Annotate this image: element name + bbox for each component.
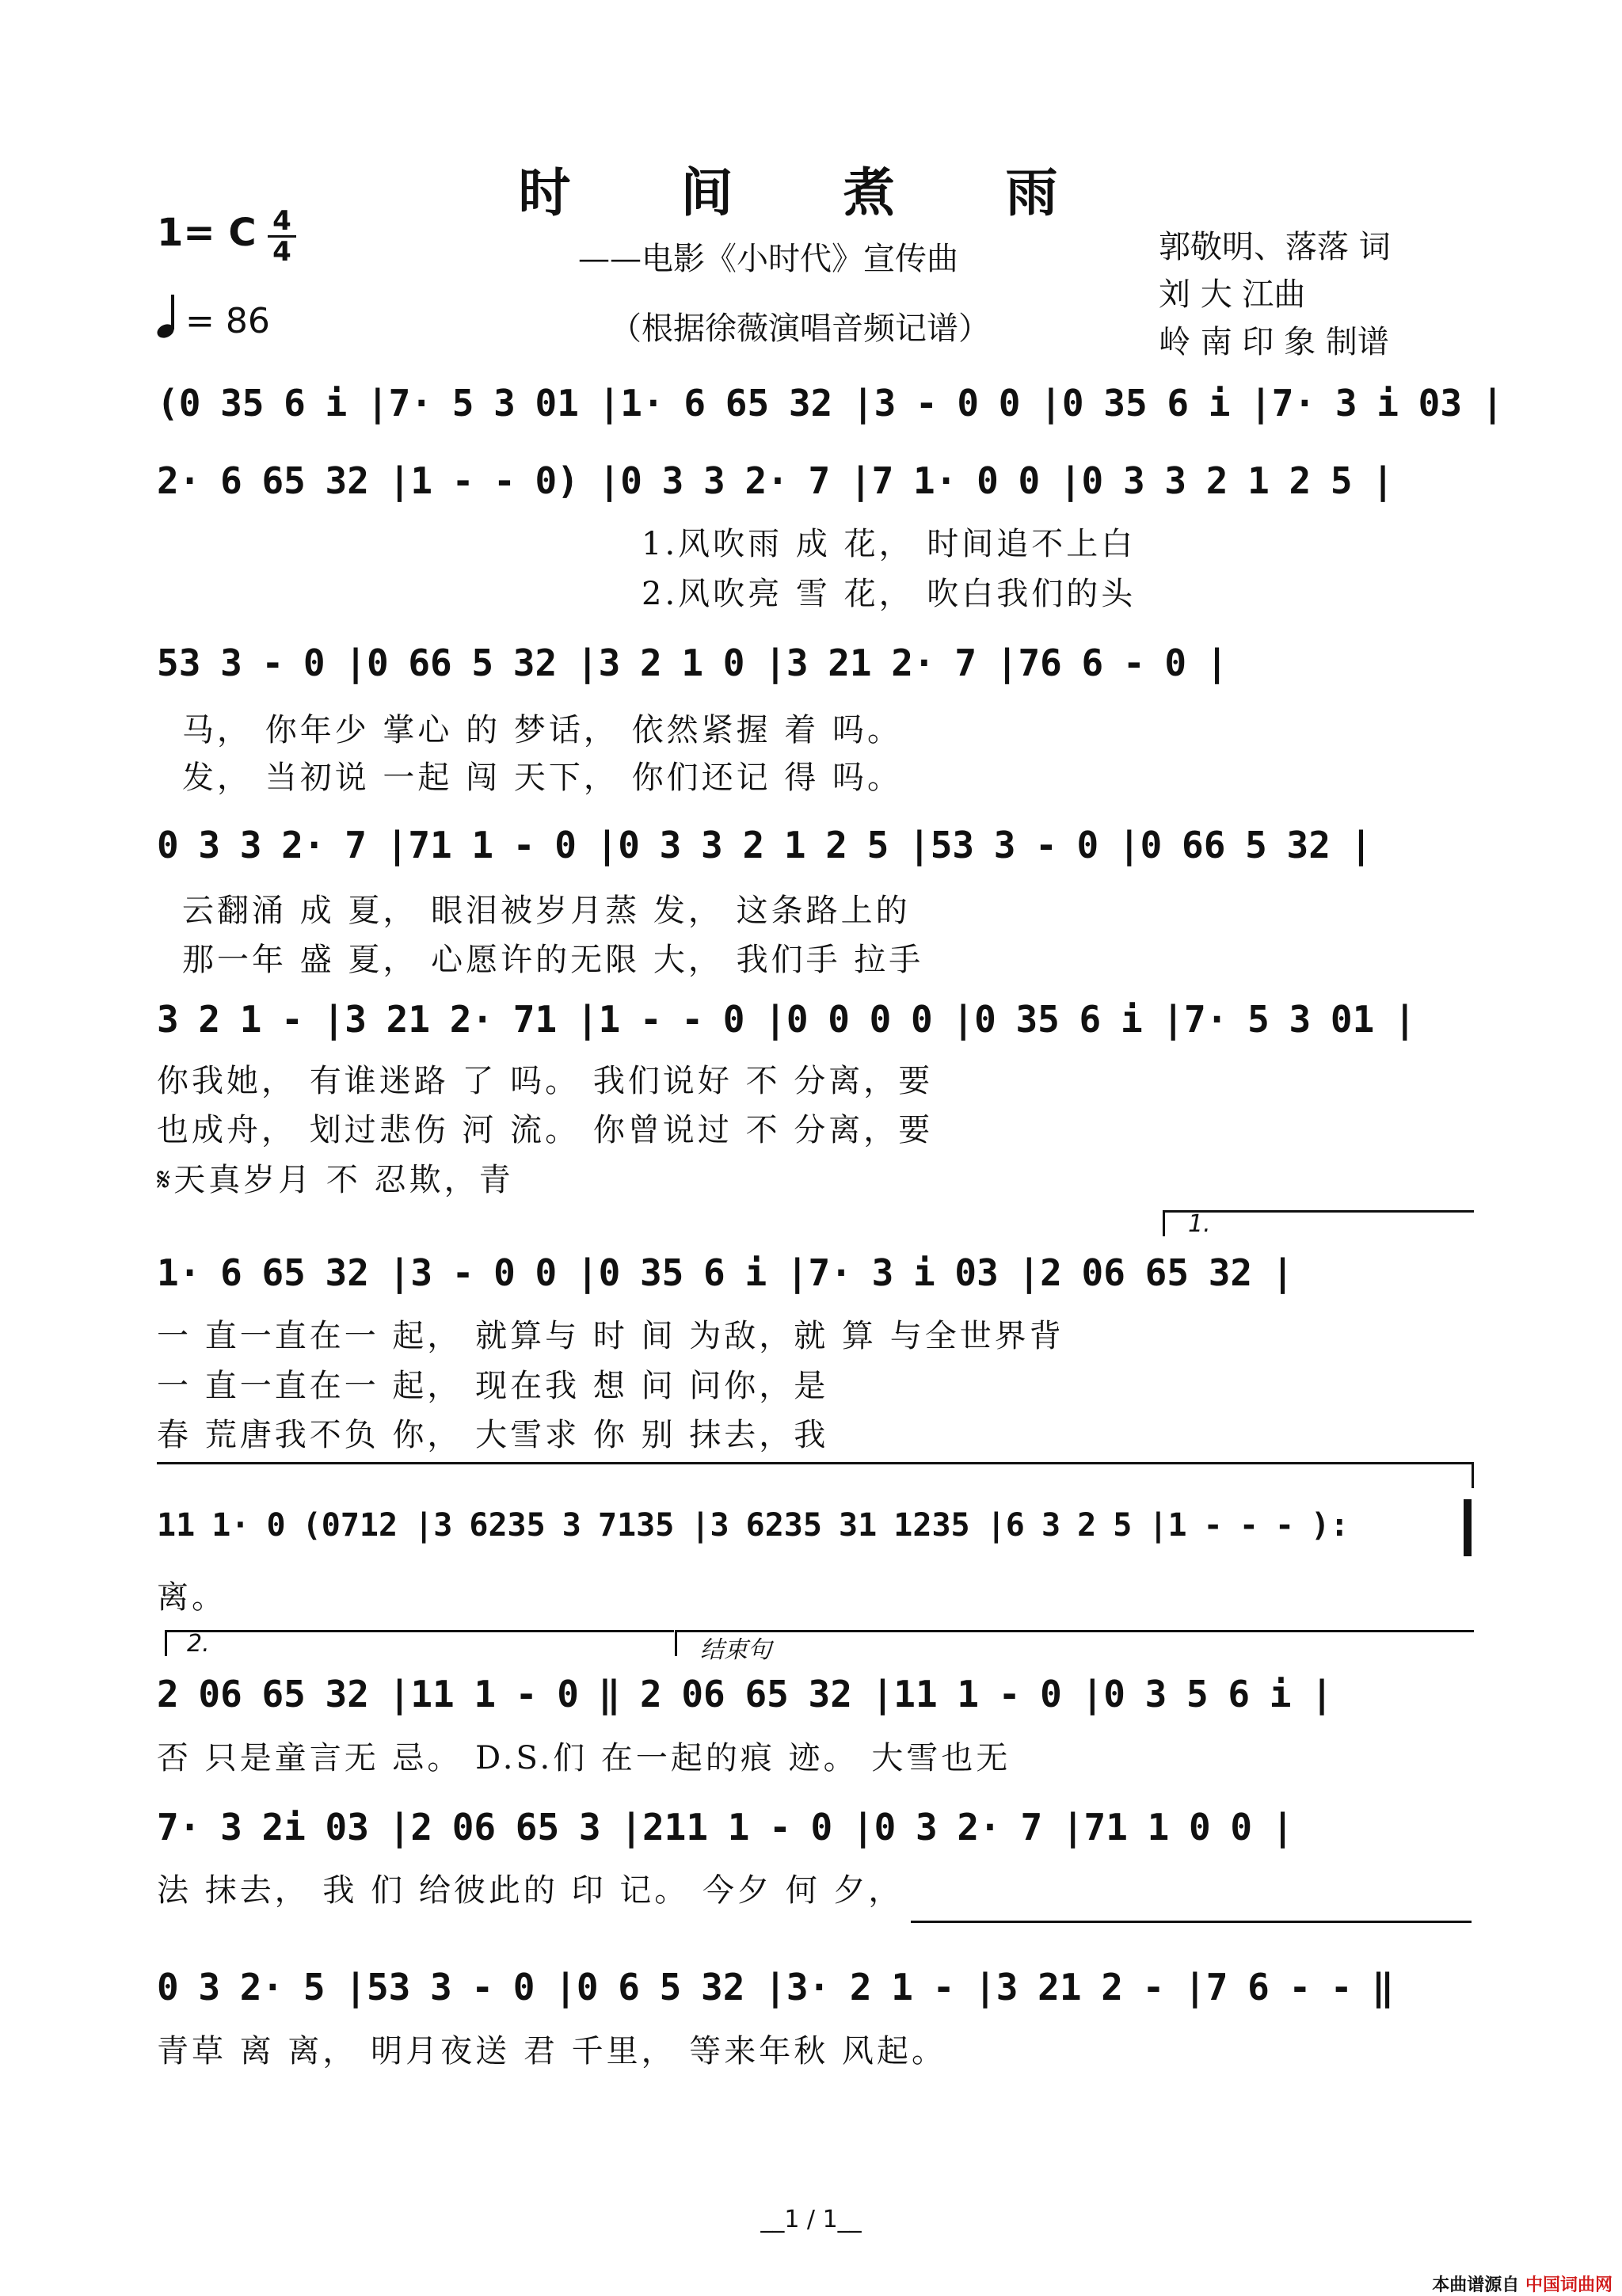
source-label: 本曲谱源自	[1432, 2275, 1520, 2295]
time-signature-top: 4	[272, 205, 291, 237]
source-site-link[interactable]: 中国词曲网	[1525, 2275, 1612, 2295]
score-system-9: 7· 3 2i 03 |2 06 65 3 |211 1 - 0 |0 3 2· 7 |71 1 0 0 |	[157, 1806, 1294, 1849]
score-system-5: 3 2 1 - |3 21 2· 71 |1 - - 0 |0 0 0 0 |0 35 6 i |7· 5 3 01 |	[157, 998, 1416, 1041]
composer-credit: 刘 大 江曲	[1159, 276, 1306, 313]
ending-label: 结束句	[700, 1636, 771, 1664]
lyric-line-8-1: 否 只是童言无 忌。 D.S.们 在一起的痕 迹。 大雪也无	[157, 1740, 1011, 1776]
song-subtitle: ——电影《小时代》宣传曲	[578, 241, 958, 277]
lyric-line-3-1: 马， 你年少 掌心 的 梦话， 依然紧握 着 吗。	[182, 712, 903, 748]
transcription-note: （根据徐薇演唱音频记谱）	[610, 310, 990, 347]
lyric-line-6-3: 春 荒唐我不负 你， 大雪求 你 别 抹去，我	[157, 1417, 829, 1453]
volta-bracket-2	[165, 1630, 674, 1656]
lyric-line-9-1: 法 抹去， 我 们 给彼此的 印 记。 今夕 何 夕，	[157, 1872, 904, 1909]
lyric-line-2-2: 2.风吹亮 雪 花， 吹白我们的头	[642, 576, 1137, 612]
ending-bracket	[675, 1630, 1474, 1656]
score-system-2: 2· 6 65 32 |1 - - 0) |0 3 3 2· 7 |7 1· 0 0 |0 3 3 2 1 2 5 |	[157, 459, 1394, 502]
lyric-line-10-1: 青草 离 离， 明月夜送 君 千里， 等来年秋 风起。	[157, 2033, 947, 2069]
lyric-line-5-3: 𝄋天真岁月 不 忍欺，青	[157, 1162, 514, 1198]
score-system-1: (0 35 6 i |7· 5 3 01 |1· 6 65 32 |3 - 0 0 |0 35 6 i |7· 3 i 03 |	[157, 382, 1504, 425]
lyric-line-6-1: 一 直一直在一 起， 就算与 时 间 为敌，就 算 与全世界背	[157, 1318, 1064, 1354]
volta-extension-line	[157, 1462, 1474, 1488]
score-system-7: 11 1· 0 (0712 |3 6235 3 7135 |3 6235 31 1235 |6 3 2 5 |1 - - - ):	[157, 1507, 1350, 1544]
page-number: __1 / 1__	[760, 2206, 862, 2233]
score-system-8: 2 06 65 32 |11 1 - 0 ‖ 2 06 65 32 |11 1 - 0 |0 3 5 6 i |	[157, 1673, 1333, 1715]
score-system-6: 1· 6 65 32 |3 - 0 0 |0 35 6 i |7· 3 i 03 |2 06 65 32 |	[157, 1251, 1294, 1294]
score-system-3: 53 3 - 0 |0 66 5 32 |3 2 1 0 |3 21 2· 7 |76 6 - 0 |	[157, 642, 1228, 684]
score-system-10: 0 3 2· 5 |53 3 - 0 |0 6 5 32 |3· 2 1 - |3 21 2 - |7 6 - - ‖	[157, 1966, 1394, 2009]
lyricist-credit: 郭敬明、落落 词	[1159, 229, 1391, 265]
key-signature: 1= C	[157, 211, 257, 255]
quarter-note-stem	[171, 295, 174, 329]
volta-label-2: 2.	[187, 1630, 210, 1658]
tempo-value: = 86	[185, 301, 270, 341]
lyric-line-6-2: 一 直一直在一 起， 现在我 想 问 问你，是	[157, 1368, 829, 1404]
tempo-marking	[157, 298, 270, 341]
repeat-barline	[1464, 1499, 1472, 1556]
volta-label-1: 1.	[1188, 1210, 1211, 1238]
lyric-line-7-1: 离。	[157, 1579, 227, 1616]
time-signature	[268, 205, 296, 268]
lyric-line-4-1: 云翻涌 成 夏， 眼泪被岁月蒸 发， 这条路上的	[182, 893, 911, 929]
lyric-line-4-2: 那一年 盛 夏， 心愿许的无限 大， 我们手 拉手	[182, 942, 924, 978]
score-system-4: 0 3 3 2· 7 |71 1 - 0 |0 3 3 2 1 2 5 |53 3 - 0 |0 66 5 32 |	[157, 824, 1373, 866]
source-credit	[1432, 2271, 1612, 2296]
song-title: 时 间 煮 雨	[518, 162, 1104, 223]
lyric-line-5-1: 你我她， 有谁迷路 了 吗。 我们说好 不 分离，要	[157, 1063, 934, 1099]
phrase-line	[911, 1921, 1472, 1923]
lyric-line-5-2: 也成舟， 划过悲伤 河 流。 你曾说过 不 分离，要	[157, 1112, 934, 1148]
time-signature-bottom: 4	[272, 236, 291, 268]
lyric-line-2-1: 1.风吹雨 成 花， 时间追不上白	[642, 526, 1137, 562]
lyric-line-3-2: 发， 当初说 一起 闯 天下， 你们还记 得 吗。	[182, 760, 903, 796]
engraver-credit: 岭 南 印 象 制谱	[1159, 324, 1389, 360]
